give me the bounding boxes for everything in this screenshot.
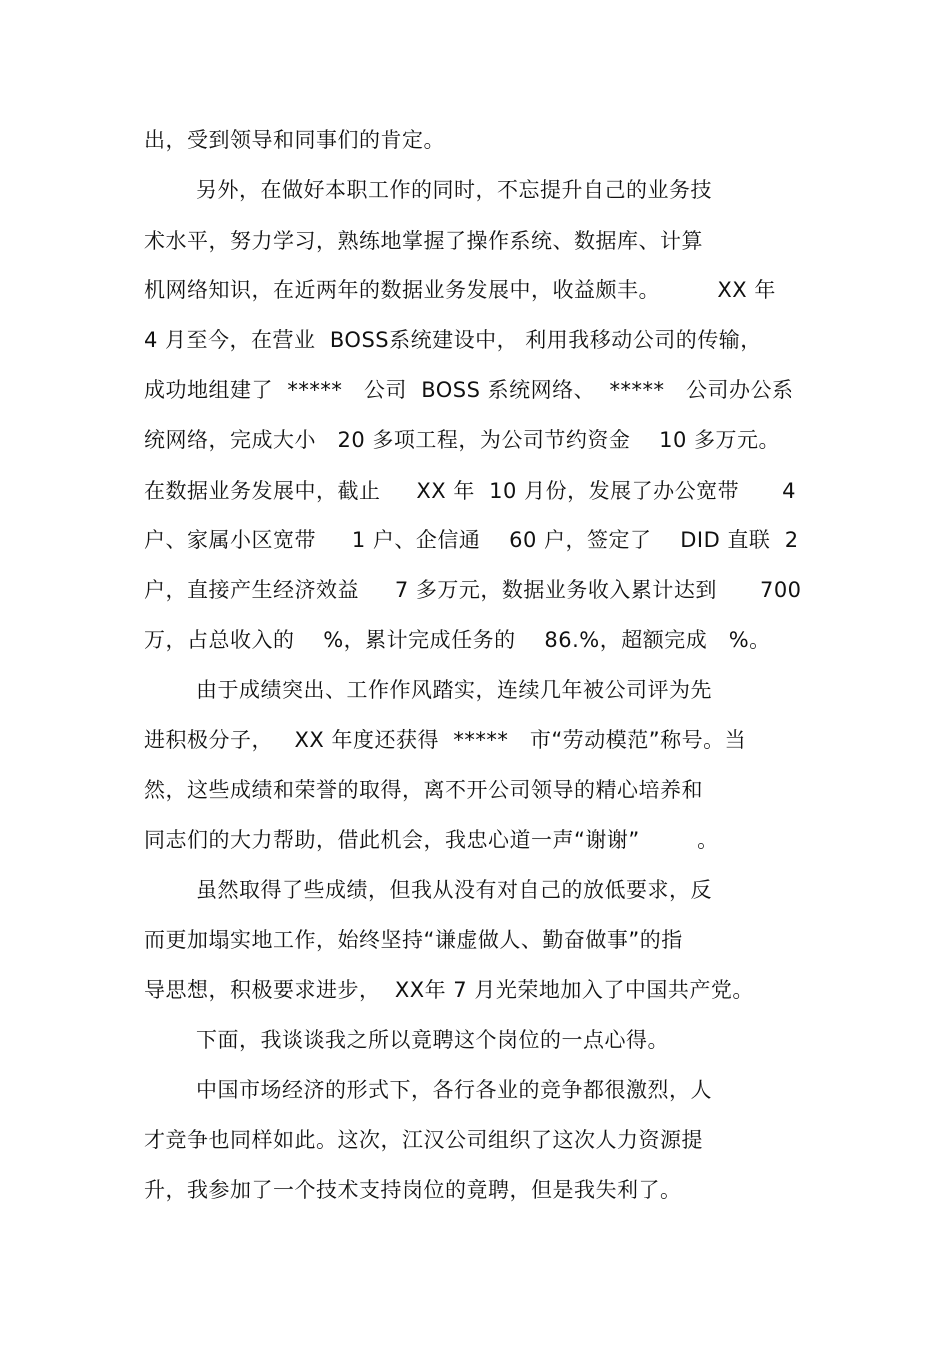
text-line: 机网络知识，在近两年的数据业务发展中，收益颇丰。 XX 年 bbox=[144, 278, 776, 302]
text-line: 出，受到领导和同事们的肯定。 bbox=[144, 128, 445, 152]
text-line: 虽然取得了些成绩，但我从没有对自己的放低要求，反 bbox=[196, 878, 712, 902]
text-line: 才竞争也同样如此。这次，江汉公司组织了这次人力资源提 bbox=[144, 1128, 703, 1152]
text-line: 升，我参加了一个技术支持岗位的竟聘，但是我失利了。 bbox=[144, 1178, 682, 1202]
text-line: 然，这些成绩和荣誉的取得，离不开公司领导的精心培养和 bbox=[144, 778, 703, 802]
text-line: 在数据业务发展中，截止 XX 年 10 月份，发展了办公宽带 4 bbox=[144, 479, 796, 503]
text-line: 而更加塌实地工作，始终坚持“谦虚做人、勤奋做事”的指 bbox=[144, 928, 683, 952]
text-line: 户，直接产生经济效益 7 多万元，数据业务收入累计达到 700 bbox=[144, 578, 802, 602]
text-line: 由于成绩突出、工作作风踏实，连续几年被公司评为先 bbox=[196, 678, 712, 702]
text-line: 下面，我谈谈我之所以竟聘这个岗位的一点心得。 bbox=[196, 1028, 669, 1052]
text-line: 万，占总收入的 %，累计完成任务的 86.%，超额完成 %。 bbox=[144, 628, 771, 652]
text-line: 统网络，完成大小 20 多项工程，为公司节约资金 10 多万元。 bbox=[144, 428, 781, 452]
text-line: 中国市场经济的形式下，各行各业的竞争都很激烈，人 bbox=[196, 1078, 712, 1102]
text-line: 4 月至今，在营业 BOSS系统建设中， 利用我移动公司的传输， bbox=[144, 328, 762, 352]
text-line: 进积极分子， XX 年度还获得 ***** 市“劳动模范”称号。当 bbox=[144, 728, 747, 752]
text-line: 户、家属小区宽带 1 户、企信通 60 户，签定了 DID 直联 2 bbox=[144, 528, 799, 552]
text-line: 术水平，努力学习，熟练地掌握了操作系统、数据库、计算 bbox=[144, 229, 703, 253]
text-line: 同志们的大力帮助，借此机会，我忠心道一声“谢谢” 。 bbox=[144, 828, 719, 852]
text-line: 成功地组建了 ***** 公司 BOSS 系统网络、 ***** 公司办公系 bbox=[144, 378, 794, 402]
text-line: 导思想，积极要求进步， XX年 7 月光荣地加入了中国共产党。 bbox=[144, 978, 754, 1002]
text-line: 另外，在做好本职工作的同时，不忘提升自己的业务技 bbox=[196, 178, 712, 202]
